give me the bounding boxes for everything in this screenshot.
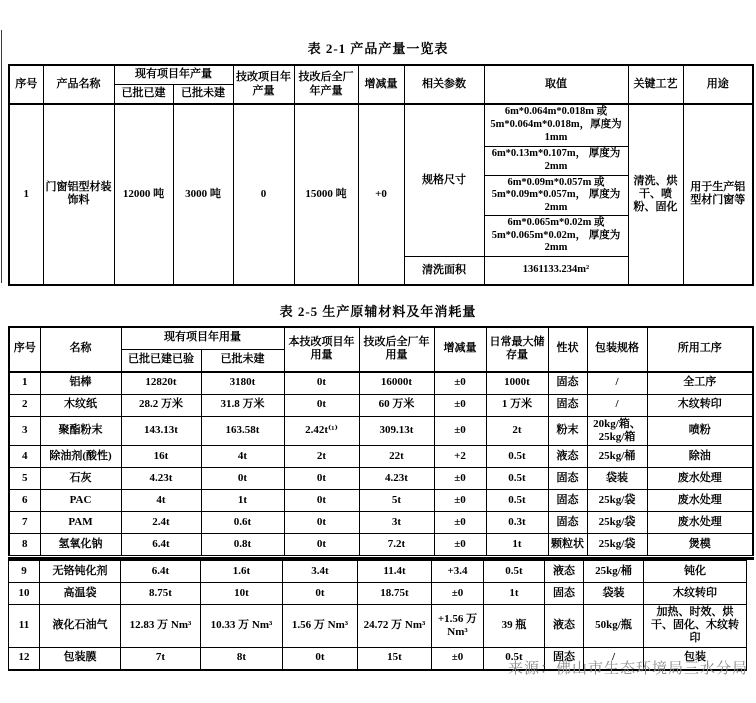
material-row [9,604,747,647]
t1-cell-product-name: 门窗铝型材装饰料 [43,104,114,285]
material-row [9,416,753,445]
t2-header-state: 性状 [548,327,587,372]
cell-change: +2 [434,445,486,467]
cell-packaging: 25kg/桶 [587,445,647,467]
cell-change: +1.56 万 Nm³ [432,604,484,647]
source-caption: 来源：佛山市生态环境局三水分局 [507,660,748,677]
cell-name: PAC [40,489,121,511]
cell-approved-built-verified: 16t [121,445,201,467]
cell-packaging: 25kg/袋 [587,511,647,533]
cell-this-upgrade-usage: 0t [284,372,359,395]
t1-header-row-1 [9,65,753,85]
material-row [9,489,753,511]
cell-after-total-usage: 4.23t [359,467,434,489]
cell-approved-unbuilt: 4t [201,445,284,467]
cell-approved-unbuilt: 163.58t [201,416,284,445]
cell-change: ±0 [434,489,486,511]
t1-cell-spec-value-1: 6m*0.064m*0.018m 或 5m*0.064m*0.018m，厚度为 1mm [484,104,628,146]
t2-header-row-1 [9,327,753,350]
cell-index: 7 [9,511,40,533]
cell-approved-unbuilt: 0.6t [201,511,284,533]
cell-change: ±0 [434,394,486,416]
cell-max-daily-storage: 0.5t [486,445,548,467]
cell-max-daily-storage: 0.5t [484,560,545,582]
cell-name: 除油剂(酸性) [40,445,121,467]
t1-header-existing-output: 现有项目年产量 [114,65,233,85]
cell-approved-built-verified: 4.23t [121,467,201,489]
cell-this-upgrade-usage: 0t [284,467,359,489]
cell-index: 6 [9,489,40,511]
cell-change: ±0 [434,372,486,395]
cell-after-total-usage: 24.72 万 Nm³ [358,604,432,647]
cell-index: 1 [9,372,40,395]
cell-state: 颗粒状 [548,533,587,555]
cell-this-upgrade-usage: 1.56 万 Nm³ [283,604,358,647]
cell-approved-built-verified: 2.4t [121,511,201,533]
material-row [9,560,747,582]
cell-state: 固态 [545,647,584,670]
t1-header-index: 序号 [9,65,43,104]
cell-after-total-usage: 7.2t [359,533,434,555]
cell-name: 高温袋 [40,582,121,604]
cell-index: 11 [9,604,40,647]
cell-approved-unbuilt: 1t [201,489,284,511]
t2-header-index: 序号 [9,327,40,372]
cell-approved-built-verified: 6.4t [121,560,201,582]
cell-packaging: / [587,372,647,395]
cell-process: 除油 [647,445,753,467]
cell-after-total-usage: 309.13t [359,416,434,445]
cell-process: 废水处理 [647,489,753,511]
cell-approved-unbuilt: 31.8 万米 [201,394,284,416]
cell-packaging: / [584,647,644,670]
t2-body-part1 [9,372,753,556]
t1-header-after-total-output: 技改后全厂年产量 [294,65,358,104]
cell-packaging: 袋装 [587,467,647,489]
cell-process: 喷粉 [647,416,753,445]
cell-approved-unbuilt: 10.33 万 Nm³ [201,604,283,647]
t2-header-after-total-usage: 技改后全厂年用量 [359,327,434,372]
cell-approved-unbuilt: 8t [201,647,283,670]
t1-cell-param-clean-area: 清洗面积 [404,257,484,285]
cell-this-upgrade-usage: 0t [283,582,358,604]
cell-change: ±0 [434,533,486,555]
cell-after-total-usage: 16000t [359,372,434,395]
cell-process: 木纹转印 [644,582,747,604]
cell-name: 液化石油气 [40,604,121,647]
t1-cell-spec-value-4: 6m*0.065m*0.02m 或 5m*0.065m*0.02m， 厚度为 2mm [484,216,628,257]
cell-process: 废水处理 [647,467,753,489]
t1-cell-spec-value-3: 6m*0.09m*0.057m 或 5m*0.09m*0.057m， 厚度为 2mm [484,175,628,216]
cell-index: 5 [9,467,40,489]
cell-packaging: 25kg/桶 [584,560,644,582]
cell-approved-built-verified: 143.13t [121,416,201,445]
cell-name: 聚酯粉末 [40,416,121,445]
cell-state: 固态 [548,467,587,489]
t1-cell-param-spec: 规格尺寸 [404,104,484,257]
cell-max-daily-storage: 0.5t [486,489,548,511]
t2-header-approved-unbuilt: 已批未建 [201,349,284,372]
cell-index: 2 [9,394,40,416]
table1-title: 表 2-1 产品产量一览表 [307,41,449,56]
cell-process: 加热、时效、烘干、固化、木纹转印 [644,604,747,647]
t2-header-approved-built-verified: 已批已建已验 [121,349,201,372]
t1-header-usage: 用途 [683,65,753,104]
t1-header-key-process: 关键工艺 [628,65,683,104]
cell-name: 石灰 [40,467,121,489]
cell-index: 10 [9,582,40,604]
t2-body-part2 [9,560,747,669]
cell-change: ±0 [434,467,486,489]
cell-process: 包装 [644,647,747,670]
materials-table-part1 [8,326,754,556]
t1-header-approved-built: 已批已建 [114,85,173,105]
cell-change: ±0 [432,647,484,670]
t1-cell-index: 1 [9,104,43,285]
cell-index: 4 [9,445,40,467]
cell-state: 粉末 [548,416,587,445]
cell-name: 无铬钝化剂 [40,560,121,582]
cell-max-daily-storage: 1t [486,533,548,555]
cell-name: 包装膜 [40,647,121,670]
cell-approved-built-verified: 8.75t [121,582,201,604]
t2-header-max-daily-storage: 日常最大储存量 [486,327,548,372]
cell-max-daily-storage: 1000t [486,372,548,395]
cell-packaging: 20kg/箱、25kg/箱 [587,416,647,445]
material-row [9,467,753,489]
t2-header-existing-usage: 现有项目年用量 [121,327,284,350]
t1-cell-change: +0 [358,104,404,285]
cell-after-total-usage: 3t [359,511,434,533]
cell-approved-built-verified: 12820t [121,372,201,395]
cell-approved-built-verified: 12.83 万 Nm³ [121,604,201,647]
cell-this-upgrade-usage: 0t [284,533,359,555]
t1-cell-clean-area-value: 1361133.234m² [484,257,628,285]
cell-approved-unbuilt: 10t [201,582,283,604]
cell-approved-unbuilt: 1.6t [201,560,283,582]
t1-cell-usage: 用于生产铝型材门窗等 [683,104,753,285]
cell-max-daily-storage: 0.5t [484,647,545,670]
cell-after-total-usage: 5t [359,489,434,511]
t2-header-this-upgrade-usage: 本技改项目年用量 [284,327,359,372]
cell-after-total-usage: 15t [358,647,432,670]
material-row [9,511,753,533]
material-row [9,372,753,395]
t2-header-packaging: 包装规格 [587,327,647,372]
cell-name: 木纹纸 [40,394,121,416]
cell-process: 全工序 [647,372,753,395]
cell-this-upgrade-usage: 0t [283,647,358,670]
cell-max-daily-storage: 0.3t [486,511,548,533]
cell-state: 固态 [548,394,587,416]
cell-index: 8 [9,533,40,555]
cell-this-upgrade-usage: 2.42t⁽¹⁾ [284,416,359,445]
cell-packaging: 25kg/袋 [587,489,647,511]
cell-this-upgrade-usage: 3.4t [283,560,358,582]
cell-process: 木纹转印 [647,394,753,416]
cell-process: 钝化 [644,560,747,582]
product-output-table [8,64,754,286]
cell-state: 固态 [545,582,584,604]
cell-index: 3 [9,416,40,445]
cell-approved-built-verified: 7t [121,647,201,670]
cell-packaging: / [587,394,647,416]
material-row [9,445,753,467]
t1-cell-after-total-output: 15000 吨 [294,104,358,285]
t2-header-change: 增减量 [434,327,486,372]
cell-approved-unbuilt: 3180t [201,372,284,395]
cell-process: 煲模 [647,533,753,555]
cell-after-total-usage: 60 万米 [359,394,434,416]
cell-approved-unbuilt: 0.8t [201,533,284,555]
cell-max-daily-storage: 2t [486,416,548,445]
cell-this-upgrade-usage: 0t [284,511,359,533]
cell-this-upgrade-usage: 0t [284,489,359,511]
t1-header-approved-unbuilt: 已批未建 [173,85,233,105]
cell-process: 废水处理 [647,511,753,533]
cell-change: ±0 [434,416,486,445]
cell-name: PAM [40,511,121,533]
material-row [9,533,753,555]
cell-name: 氢氧化钠 [40,533,121,555]
cell-after-total-usage: 18.75t [358,582,432,604]
cell-approved-built-verified: 6.4t [121,533,201,555]
t1-cell-spec-value-2: 6m*0.13m*0.107m， 厚度为 2mm [484,146,628,175]
t2-header-name: 名称 [40,327,121,372]
cell-change: ±0 [434,511,486,533]
cell-name: 铝棒 [40,372,121,395]
t1-header-upgrade-output: 技改项目年产量 [233,65,294,104]
cell-after-total-usage: 22t [359,445,434,467]
cell-packaging: 25kg/袋 [587,533,647,555]
cell-this-upgrade-usage: 0t [284,394,359,416]
cell-max-daily-storage: 1t [484,582,545,604]
material-row [9,394,753,416]
material-row [9,582,747,604]
cell-state: 固态 [548,511,587,533]
cell-packaging: 50kg/瓶 [584,604,644,647]
cell-index: 12 [9,647,40,670]
cell-index: 9 [9,560,40,582]
cell-state: 固态 [548,372,587,395]
t1-header-related-params: 相关参数 [404,65,484,104]
t2-header-process: 所用工序 [647,327,753,372]
t1-header-change: 增减量 [358,65,404,104]
cell-max-daily-storage: 0.5t [486,467,548,489]
t1-cell-approved-built: 12000 吨 [114,104,173,285]
cell-state: 液态 [545,604,584,647]
cell-state: 液态 [548,445,587,467]
t1-header-product-name: 产品名称 [43,65,114,104]
cell-state: 液态 [545,560,584,582]
t1-cell-upgrade-output: 0 [233,104,294,285]
t1-data-row [9,104,753,146]
cell-max-daily-storage: 39 瓶 [484,604,545,647]
materials-table-part2 [8,560,747,671]
cell-change: ±0 [432,582,484,604]
cell-approved-built-verified: 28.2 万米 [121,394,201,416]
page-edge-line [1,30,2,283]
cell-this-upgrade-usage: 2t [284,445,359,467]
cell-change: +3.4 [432,560,484,582]
t1-header-value: 取值 [484,65,628,104]
t1-cell-key-process: 清洗、烘干、喷粉、固化 [628,104,683,285]
t1-cell-approved-unbuilt: 3000 吨 [173,104,233,285]
cell-approved-unbuilt: 0t [201,467,284,489]
cell-state: 固态 [548,489,587,511]
cell-after-total-usage: 11.4t [358,560,432,582]
cell-max-daily-storage: 1 万米 [486,394,548,416]
table2-title: 表 2-5 生产原辅材料及年消耗量 [279,303,477,319]
cell-approved-built-verified: 4t [121,489,201,511]
cell-packaging: 袋装 [584,582,644,604]
